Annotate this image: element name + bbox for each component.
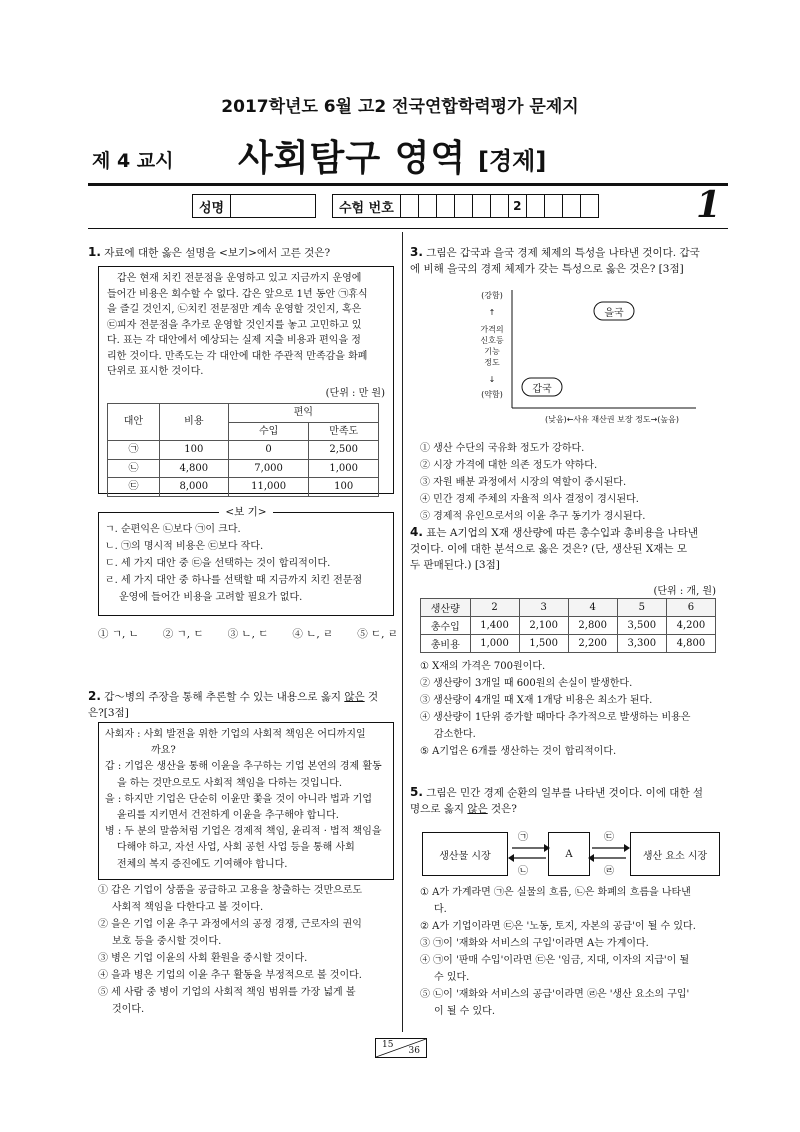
dialog-line: 을 하는 것만으로도 사회적 책임을 다하는 것입니다. — [117, 777, 343, 789]
passage-line: 리한 것이다. 만족도는 각 대안에 대한 주관적 만족감을 화폐 — [107, 350, 368, 362]
table-header: 비용 — [159, 404, 228, 441]
y-axis-label: 가격의 — [480, 325, 504, 334]
period-label: 제 4 교시 — [92, 150, 174, 172]
answer-option[interactable]: ④ ㉠이 '판매 수입'이라면 ㉢은 '임금, 지대, 이자의 지급'이 될 — [420, 955, 690, 966]
point-gap-label: 갑국 — [532, 384, 552, 395]
q3-y-axis-labels — [474, 290, 510, 400]
point-eul-label: 을국 — [604, 308, 624, 319]
answer-option[interactable]: ② 시장 가격에 대한 의존 정도가 약하다. — [420, 460, 598, 471]
table-header: 대안 — [108, 404, 160, 441]
y-axis-label: 기능 — [484, 347, 500, 356]
arrow-down-icon: ↓ — [488, 375, 496, 384]
exam-number-cell[interactable] — [401, 195, 419, 217]
question-text-underlined: 않은 — [467, 803, 488, 815]
answer-option[interactable]: ① X재의 가격은 700원이다. — [420, 661, 546, 672]
dialog-line: 윤리를 지키면서 건전하게 이윤을 추구해야 합니다. — [117, 810, 339, 822]
question-4-stem — [410, 524, 726, 573]
table-cell: 2,200 — [568, 635, 617, 653]
arrow-left-icon — [508, 854, 514, 862]
q1-bogi-box — [98, 506, 394, 616]
answer-option[interactable]: ③ ㉠이 '재화와 서비스의 구입'이라면 A는 가계이다. — [420, 938, 649, 949]
bogi-item: 운영에 들어간 비용을 고려할 필요가 없다. — [119, 592, 303, 603]
exam-title: 2017학년도 6월 고2 전국연합학력평가 문제지 — [221, 97, 579, 117]
exam-number-cell[interactable] — [581, 195, 598, 217]
subject-subtitle: [경제] — [478, 147, 547, 175]
question-text-underlined: 않은 — [344, 691, 365, 703]
question-text: 표는 A기업의 X재 생산량에 따른 총수입과 총비용을 나타낸 — [426, 527, 698, 539]
y-axis-label: 정도 — [484, 358, 500, 367]
question-text: 은?[3점] — [88, 707, 129, 719]
table-cell: 총비용 — [421, 635, 471, 653]
table-cell: 총수입 — [421, 617, 471, 635]
answer-option[interactable]: ① 갑은 기업이 상품을 공급하고 고용을 창출하는 것만으로도 — [98, 885, 363, 896]
table-row — [421, 635, 716, 653]
q1-cost-benefit-table — [107, 403, 379, 497]
answer-option-cont: 감소한다. — [434, 729, 476, 740]
q1-passage-box — [98, 266, 394, 494]
question-text: 갑～병의 주장을 통해 추론할 수 있는 내용으로 옳지 — [104, 691, 345, 703]
table-unit: (단위 : 만 원) — [325, 387, 385, 399]
dialog-line: 전체의 복지 증진에도 기여해야 합니다. — [117, 858, 288, 870]
flow-marker: ㉢ — [604, 832, 614, 843]
passage-line: 갑은 현재 치킨 전문점을 운영하고 있고 지금까지 운영에 — [117, 273, 362, 284]
table-cell: 2,500 — [309, 441, 379, 460]
answer-option[interactable]: ① ㄱ, ㄴ — [98, 628, 139, 640]
table-row — [108, 441, 379, 460]
dialog-line: 다해야 하고, 자선 사업, 사회 공헌 사업 등을 통해 사회 — [117, 842, 355, 854]
answer-option[interactable]: ③ ㄴ, ㄷ — [227, 628, 269, 640]
q1-options — [98, 626, 398, 641]
table-header: 만족도 — [309, 422, 379, 441]
question-3-stem — [410, 244, 726, 277]
table-cell: 3,500 — [617, 617, 666, 635]
answer-option[interactable]: ③ 병은 기업 이윤의 사회 환원을 중시할 것이다. — [98, 953, 308, 964]
table-cell: 1,400 — [470, 617, 519, 635]
exam-number-cell[interactable] — [473, 195, 491, 217]
page-number: 15 — [382, 1040, 394, 1050]
table-cell: 2 — [470, 599, 519, 617]
table-cell: 7,000 — [228, 459, 309, 478]
table-cell: 4,200 — [666, 617, 715, 635]
passage-line: 들어간 비용은 회수할 수 없다. 갑은 앞으로 1년 동안 ㉠휴식 — [107, 288, 368, 300]
page-type-number: 1 — [696, 184, 722, 226]
question-text: 두 판매된다.) [3점] — [410, 559, 500, 571]
question-number: 2. — [88, 689, 101, 703]
dialog-line: 병 : 두 분의 말씀처럼 기업은 경제적 책임, 윤리적 · 법적 책임을 — [105, 826, 382, 838]
x-axis-label: (낮음)←사유 재산권 보장 정도→(높음) — [545, 415, 679, 424]
arrow-up-icon: ↑ — [488, 308, 496, 317]
exam-number-cell[interactable] — [545, 195, 563, 217]
answer-option[interactable]: ⑤ 경제적 유인으로서의 이윤 추구 동기가 경시된다. — [420, 511, 646, 522]
answer-option-cont: 수 있다. — [434, 972, 470, 983]
table-cell: ㉢ — [108, 478, 160, 497]
exam-number-cell[interactable] — [419, 195, 437, 217]
question-text: 것 — [364, 691, 379, 703]
y-axis-bottom-label: (약함) — [481, 390, 503, 399]
table-row — [421, 617, 716, 635]
q5-options — [420, 884, 726, 1020]
question-number: 3. — [410, 245, 423, 259]
q4-options — [420, 658, 720, 760]
table-cell: 6 — [666, 599, 715, 617]
header-rule-thin — [88, 228, 728, 229]
passage-line: 단위로 표시한 것이다. — [107, 366, 204, 377]
table-cell: 1,500 — [519, 635, 568, 653]
question-text: 명으로 옳지 — [410, 803, 468, 815]
bogi-item: ㄹ. 세 가지 대안 중 하나를 선택할 때 지금까지 치킨 전문점 — [105, 575, 363, 586]
factor-market-box: 생산 요소 시장 — [630, 832, 720, 876]
exam-number-box — [332, 194, 599, 218]
flow-marker: ㉡ — [518, 866, 528, 877]
question-1-stem — [88, 244, 393, 261]
table-cell: 2,800 — [568, 617, 617, 635]
exam-number-cell[interactable] — [437, 195, 455, 217]
bogi-title: <보 기> — [219, 506, 272, 518]
page-counter — [375, 1038, 427, 1058]
table-row — [108, 478, 379, 497]
answer-option-cont: 사회적 책임을 다한다고 볼 것이다. — [112, 902, 264, 913]
answer-option[interactable]: ② 을은 기업 이윤 추구 과정에서의 공정 경쟁, 근로자의 권익 — [98, 919, 362, 930]
question-5-stem — [410, 784, 726, 817]
name-field[interactable] — [231, 195, 315, 217]
answer-option[interactable]: ⑤ A기업은 6개를 생산하는 것이 합리적이다. — [420, 746, 617, 757]
answer-option[interactable]: ① 생산 수단의 국유화 정도가 강하다. — [420, 443, 585, 454]
passage-line: 을 즐길 것인지, ㉡치킨 전문점만 계속 운영할 것인지, 혹은 — [107, 304, 362, 315]
table-cell: 4,800 — [159, 459, 228, 478]
table-header: 편익 — [228, 404, 378, 423]
q3-options — [420, 440, 720, 525]
bogi-item: ㄷ. 세 가지 대안 중 ㉢을 선택하는 것이 합리적이다. — [105, 558, 331, 569]
question-text: 그림은 민간 경제 순환의 일부를 나타낸 것이다. 이에 대한 설 — [426, 787, 704, 799]
question-text: 자료에 대한 옳은 설명을 <보기>에서 고른 것은? — [104, 247, 331, 259]
table-cell: 1,000 — [470, 635, 519, 653]
table-cell: 4,800 — [666, 635, 715, 653]
question-number: 1. — [88, 245, 101, 259]
answer-option-cont: 것이다. — [112, 1004, 145, 1015]
question-text: 에 비해 을국의 경제 체제가 갖는 특성으로 옳은 것은? [3점] — [410, 263, 684, 275]
table-cell: 1,000 — [309, 459, 379, 478]
header-rule — [88, 183, 728, 186]
page-total: 36 — [408, 1046, 420, 1056]
arrow-right-icon — [544, 844, 550, 852]
flow-marker: ㉠ — [518, 832, 528, 843]
question-number: 4. — [410, 525, 423, 539]
table-cell: 8,000 — [159, 478, 228, 497]
answer-option[interactable]: ① A가 가계라면 ㉠은 실물의 흐름, ㉡은 화폐의 흐름을 나타낸 — [420, 887, 691, 898]
table-header: 수입 — [228, 422, 309, 441]
q4-revenue-cost-table — [420, 598, 716, 653]
question-2-stem — [88, 688, 394, 721]
table-cell: 11,000 — [228, 478, 309, 497]
table-cell: ㉠ — [108, 441, 160, 460]
y-axis-top-label: (강함) — [481, 291, 503, 300]
answer-option[interactable]: ② ㄱ, ㄷ — [162, 628, 204, 640]
answer-option[interactable]: ⑤ ㄷ, ㄹ — [357, 628, 398, 640]
answer-option[interactable]: ④ 민간 경제 주체의 자율적 의사 결정이 경시된다. — [420, 494, 639, 505]
passage-line: 다. 표는 각 대안에서 예상되는 실제 지출 비용과 편익을 정 — [107, 335, 361, 346]
question-number: 5. — [410, 785, 423, 799]
question-text: 것이다. 이에 대한 분석으로 옳은 것은? (단, 생산된 X재는 모 — [410, 543, 688, 555]
exam-number-cell[interactable] — [527, 195, 545, 217]
answer-option[interactable]: ③ 생산량이 4개일 때 X재 1개당 비용은 최소가 된다. — [420, 695, 653, 706]
question-text: 그림은 갑국과 을국 경제 체제의 특성을 나타낸 것이다. 갑국 — [426, 247, 700, 259]
subject-title: 사회탐구 영역 — [238, 138, 467, 179]
dialog-line: 사회자 : 사회 발전을 위한 기업의 사회적 책임은 어디까지일 — [105, 729, 366, 740]
answer-option[interactable]: ③ 자원 배분 과정에서 시장의 역할이 중시된다. — [420, 477, 627, 488]
arrow-right-icon — [624, 844, 630, 852]
exam-number-label: 수험 번호 — [333, 195, 401, 217]
q2-options — [98, 882, 398, 1018]
dialog-line: 갑 : 기업은 생산을 통해 이윤을 추구하는 기업 본연의 경제 활동 — [105, 761, 382, 773]
passage-line: ㉢피자 전문점을 추가로 운영할 것인지를 놓고 고민하고 있 — [107, 319, 362, 331]
table-cell: 생산량 — [421, 599, 471, 617]
y-axis-label: 신호등 — [480, 336, 504, 345]
product-market-box: 생산물 시장 — [422, 832, 508, 876]
exam-number-cell-filled: 2 — [509, 195, 527, 217]
answer-option[interactable]: ④ 을과 병은 기업의 이윤 추구 활동을 부정적으로 볼 것이다. — [98, 970, 362, 981]
bogi-item: ㄱ. 순편익은 ㉡보다 ㉠이 크다. — [105, 524, 241, 535]
table-cell: 100 — [309, 478, 379, 497]
table-cell: 0 — [228, 441, 309, 460]
column-divider — [402, 232, 403, 1032]
table-cell: 100 — [159, 441, 228, 460]
exam-number-cell[interactable] — [563, 195, 581, 217]
answer-option-cont: 보호 등을 중시할 것이다. — [112, 936, 222, 947]
answer-option[interactable]: ⑤ ㉡이 '재화와 서비스의 공급'이라면 ㉣은 '생산 요소의 구입' — [420, 989, 690, 1000]
answer-option-cont: 다. — [434, 904, 447, 915]
answer-option[interactable]: ④ 생산량이 1단위 증가할 때마다 추가적으로 발생하는 비용은 — [420, 712, 691, 723]
table-cell: 2,100 — [519, 617, 568, 635]
economic-agent-box: A — [548, 832, 590, 876]
table-cell: 5 — [617, 599, 666, 617]
arrow-left-icon — [588, 854, 594, 862]
answer-option[interactable]: ④ ㄴ, ㄹ — [292, 628, 334, 640]
answer-option[interactable]: ② A가 기업이라면 ㉢은 '노동, 토지, 자본의 공급'이 될 수 있다. — [420, 921, 696, 932]
exam-number-cell[interactable] — [491, 195, 509, 217]
table-row — [421, 599, 716, 617]
dialog-line: 까요? — [151, 745, 176, 757]
dialog-line: 을 : 하지만 기업은 단순히 이윤만 쫓을 것이 아니라 법과 기업 — [105, 793, 372, 805]
flow-marker: ㉣ — [604, 866, 614, 877]
answer-option[interactable]: ② 생산량이 3개일 때 600원의 손실이 발생한다. — [420, 678, 633, 689]
table-cell: ㉡ — [108, 459, 160, 478]
name-box — [192, 194, 316, 218]
bogi-item: ㄴ. ㉠의 명시적 비용은 ㉢보다 작다. — [105, 541, 264, 552]
question-text: 것은? — [487, 803, 517, 815]
q2-dialog-box — [98, 722, 394, 880]
answer-option-cont: 이 될 수 있다. — [434, 1006, 496, 1017]
table-cell: 3 — [519, 599, 568, 617]
table-cell: 4 — [568, 599, 617, 617]
table-cell: 3,300 — [617, 635, 666, 653]
table-unit: (단위 : 개, 원) — [653, 586, 716, 597]
table-row — [108, 459, 379, 478]
answer-option[interactable]: ⑤ 세 사람 중 병이 기업의 사회적 책임 범위를 가장 넓게 볼 — [98, 987, 356, 998]
exam-number-cell[interactable] — [455, 195, 473, 217]
name-label: 성명 — [193, 195, 231, 217]
